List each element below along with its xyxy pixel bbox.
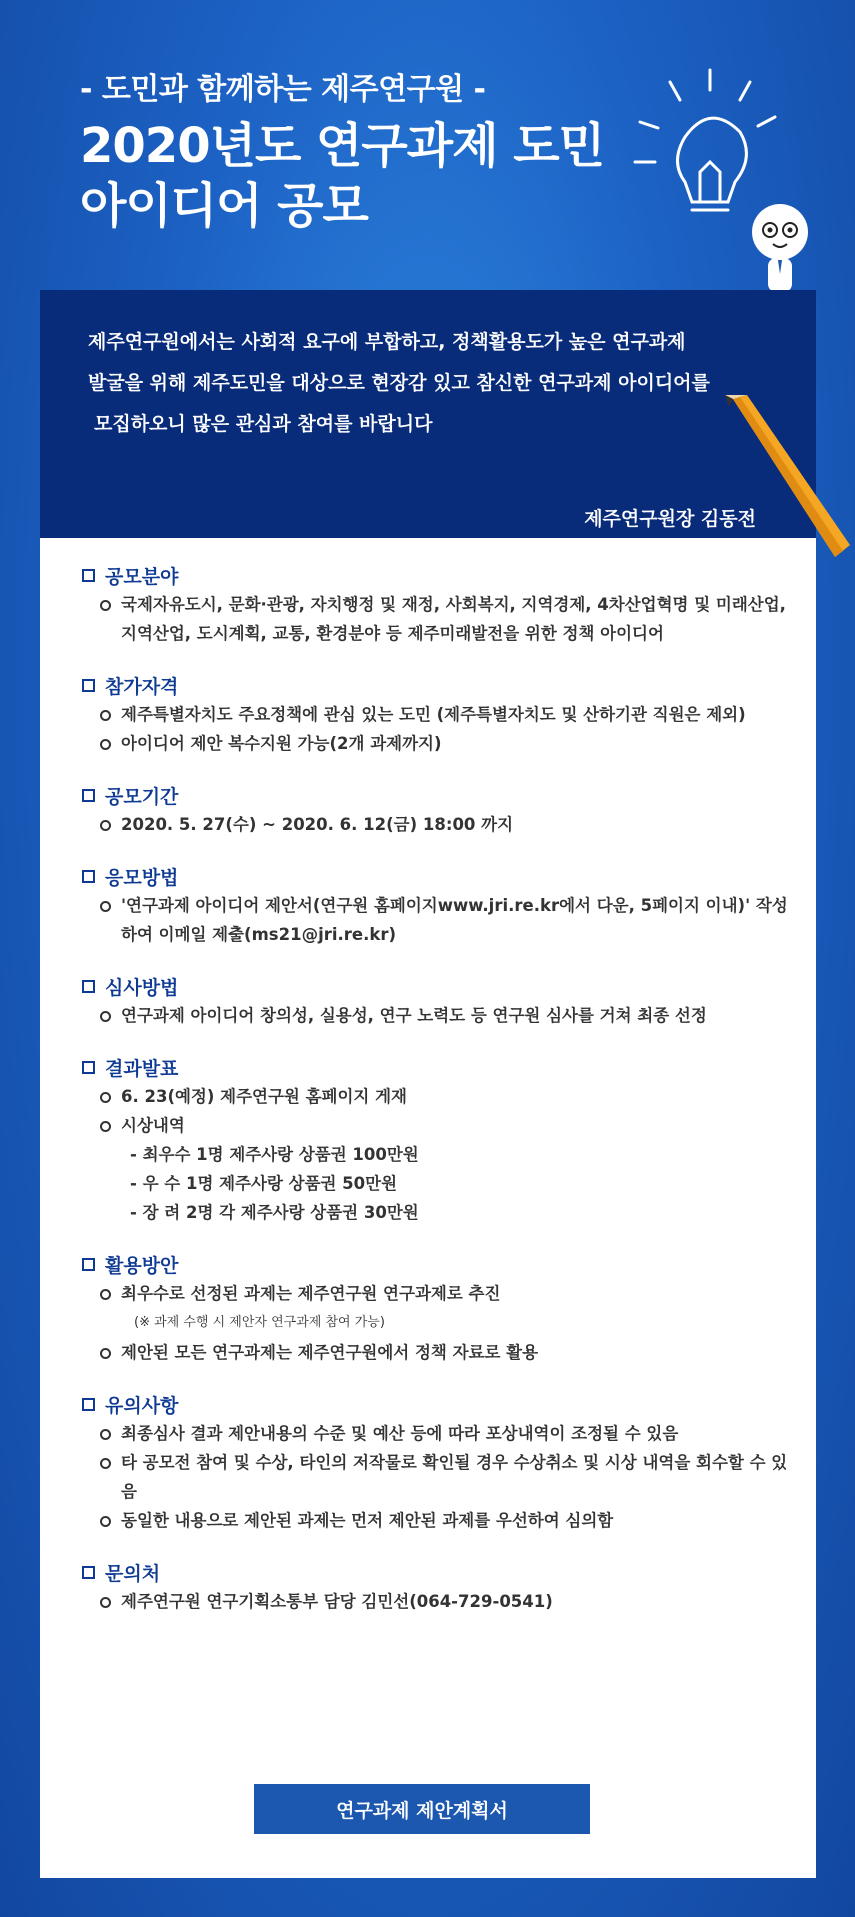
square-bullet-icon [82, 789, 95, 802]
award-item: - 장 려 2명 각 제주사랑 상품권 30만원 [130, 1203, 419, 1222]
list-item: 2020. 5. 27(수) ~ 2020. 6. 12(금) 18:00 까지 [82, 810, 802, 839]
intro-line: 모집하오니 많은 관심과 참여를 바랍니다 [94, 413, 433, 435]
content [82, 560, 802, 1638]
square-bullet-icon [82, 870, 95, 883]
director-signature: 제주연구원장 김동전 [584, 508, 756, 530]
section-title: 활용방안 [82, 1249, 802, 1279]
square-bullet-icon [82, 679, 95, 692]
list-item: 제주특별자치도 주요정책에 관심 있는 도민 (제주특별자치도 및 산하기관 직원은 제외) [82, 700, 802, 729]
square-bullet-icon [82, 569, 95, 582]
intro-text [88, 322, 788, 445]
header-title-line1: 2020년도 연구과제 도민 [80, 118, 604, 174]
section-review [82, 971, 802, 1030]
circle-bullet-icon [100, 710, 111, 721]
section-usage [82, 1249, 802, 1367]
section-title: 결과발표 [82, 1052, 802, 1082]
list-item: '연구과제 아이디어 제안서(연구원 홈페이지www.jri.re.kr에서 다운, 5페이지 이내)' 작성하여 이메일 제출(ms21@jri.re.kr) [82, 891, 802, 949]
section-contact [82, 1557, 802, 1616]
circle-bullet-icon [100, 600, 111, 611]
circle-bullet-icon [100, 739, 111, 750]
section-title: 문의처 [82, 1557, 802, 1587]
section-method [82, 861, 802, 949]
circle-bullet-icon [100, 1011, 111, 1022]
section-title: 공모분야 [82, 560, 802, 590]
section-title: 심사방법 [82, 971, 802, 1001]
list-item: 제안된 모든 연구과제는 제주연구원에서 정책 자료로 활용 [82, 1338, 802, 1367]
usage-note: (※ 과제 수행 시 제안자 연구과제 참여 가능) [134, 1315, 385, 1330]
section-period [82, 780, 802, 839]
section-title: 참가자격 [82, 670, 802, 700]
section-title: 공모기간 [82, 780, 802, 810]
header [80, 64, 604, 236]
list-item: 연구과제 아이디어 창의성, 실용성, 연구 노력도 등 연구원 심사를 거쳐 최종 선정 [82, 1001, 802, 1030]
list-item: 타 공모전 참여 및 수상, 타인의 저작물로 확인될 경우 수상취소 및 시상 내역을 회수할 수 있음 [82, 1448, 802, 1506]
square-bullet-icon [82, 1061, 95, 1074]
intro-line: 발굴을 위해 제주도민을 대상으로 현장감 있고 참신한 연구과제 아이디어를 [88, 372, 710, 394]
circle-bullet-icon [100, 1121, 111, 1132]
square-bullet-icon [82, 980, 95, 993]
circle-bullet-icon [100, 1458, 111, 1469]
header-title-line2: 아이디어 공모 [80, 178, 368, 234]
circle-bullet-icon [100, 901, 111, 912]
proposal-form-button[interactable]: 연구과제 제안계획서 [254, 1784, 590, 1834]
pencil-icon [725, 395, 855, 575]
circle-bullet-icon [100, 1348, 111, 1359]
circle-bullet-icon [100, 1516, 111, 1527]
list-item: 국제자유도시, 문화·관광, 자치행정 및 재정, 사회복지, 지역경제, 4차산업혁명 및 미래산업, 지역산업, 도시계획, 교통, 환경분야 등 제주미래발전을 위한 정책 아이디어 [82, 590, 802, 648]
award-item: - 우 수 1명 제주사랑 상품권 50만원 [130, 1174, 398, 1193]
square-bullet-icon [82, 1398, 95, 1411]
list-item: 최우수로 선정된 과제는 제주연구원 연구과제로 추진 [82, 1279, 802, 1308]
lightbulb-mascot-icon [630, 62, 845, 302]
section-title: 응모방법 [82, 861, 802, 891]
square-bullet-icon [82, 1258, 95, 1271]
section-field [82, 560, 802, 648]
award-item: - 최우수 1명 제주사랑 상품권 100만원 [130, 1145, 419, 1164]
circle-bullet-icon [100, 1429, 111, 1440]
circle-bullet-icon [100, 1597, 111, 1608]
list-item: 동일한 내용으로 제안된 과제는 먼저 제안된 과제를 우선하여 심의함 [82, 1506, 802, 1535]
circle-bullet-icon [100, 1092, 111, 1103]
section-title: 유의사항 [82, 1389, 802, 1419]
list-item: 아이디어 제안 복수지원 가능(2개 과제까지) [82, 729, 802, 758]
section-eligibility [82, 670, 802, 758]
notice-card [40, 290, 816, 1878]
list-item: 최종심사 결과 제안내용의 수준 및 예산 등에 따라 포상내역이 조정될 수 있음 [82, 1419, 802, 1448]
list-item: 6. 23(예정) 제주연구원 홈페이지 게재 [82, 1082, 802, 1111]
section-results [82, 1052, 802, 1227]
circle-bullet-icon [100, 820, 111, 831]
header-subtitle: - 도민과 함께하는 제주연구원 - [80, 72, 486, 107]
square-bullet-icon [82, 1566, 95, 1579]
section-notes [82, 1389, 802, 1535]
list-item: 제주연구원 연구기획소통부 담당 김민선(064-729-0541) [82, 1587, 802, 1616]
intro-line: 제주연구원에서는 사회적 요구에 부합하고, 정책활용도가 높은 연구과제 [88, 331, 686, 353]
circle-bullet-icon [100, 1289, 111, 1300]
list-item: 시상내역 [82, 1111, 802, 1140]
intro-box [40, 290, 816, 538]
